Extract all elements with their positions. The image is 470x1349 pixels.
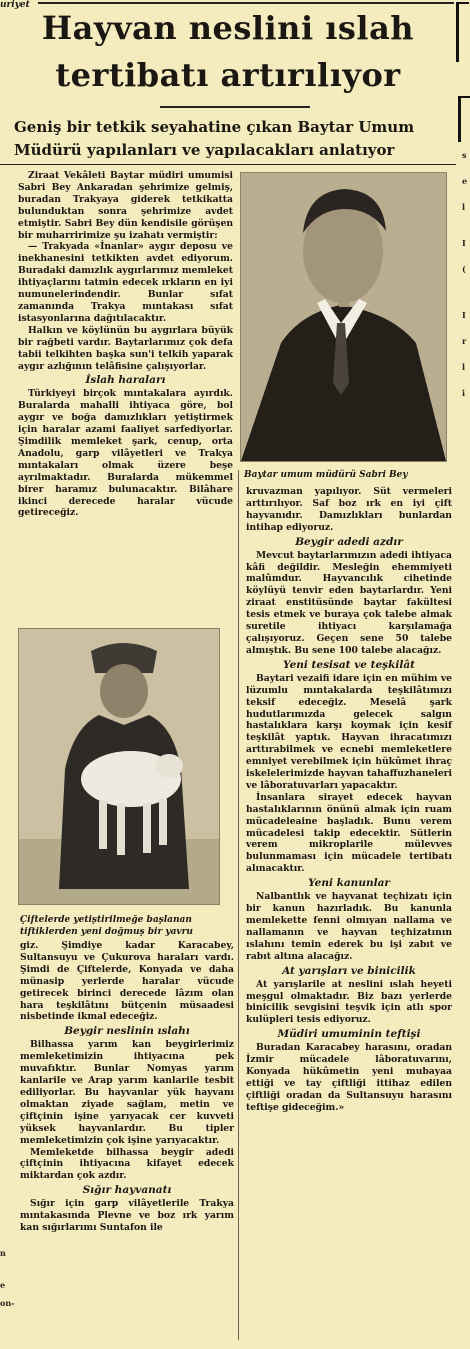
article-paragraph: Halkın ve köylünün bu aygırlara büyük bir rağbeti vardır. Baytarlarımız çok defa tabii telkihten başka sun'i telkih yaparak aygır azlığının telâfisine çalışıyorlar. (18, 324, 233, 372)
article-paragraph: Türkiyeyi birçok mıntakalara ayırdık. Buralarda mahalli ihtiyaca göre, bol aygır ve boğa damızlıkları yetiştirmek için haralar azami faaliyet sarfediyorlar. Şimdilik memleket şark, cenup, orta Anadolu, garp vilâyetleri ve Trakya mıntakaları olmak üzere beşe ayrılmaktadır. Buralarda mükemmel birer haramız bulunacaktır. Bilâhare ikinci derecede haralar vücude getireceğiz. (18, 388, 233, 519)
column-divider (238, 470, 239, 1340)
herder-with-lamb-image (19, 629, 219, 904)
headline-line-2: tertibatı artırılıyor (55, 56, 401, 94)
subheadline-line-2: Müdürü yapılanları ve yapılacakları anlatıyor (14, 141, 395, 159)
article-paragraph: Nalbantlık ve hayvanat teçhizatı için bir kanun hazırladık. Bu kanunla memlekette fenni olmıyan nallama ve nallamanın ve hayvan teçhizatının ıslahını temin ederek bu işi zabıt ve rabıt altına alacağız. (246, 891, 452, 962)
article-paragraph: At yarışlarile at neslini ıslah heyeti meşgul olmaktadır. Biz bazı yerlerde binicilik sevgisini teşvik için atlı spor kulüpleri tesis ediyoruz. (246, 978, 452, 1026)
headline-divider (160, 106, 310, 108)
left-column-top (18, 170, 233, 519)
portrait-of-sabri-bey-image (241, 173, 446, 461)
section-heading: Beygir neslinin ıslahı (64, 1025, 190, 1038)
top-rule (38, 2, 454, 4)
section-heading: Yeni kanunlar (308, 877, 390, 890)
portrait-photo-caption: Baytar umum müdürü Sabri Bey (244, 470, 408, 480)
right-edge-letter: I (462, 310, 466, 320)
lamb-photo-caption: Çiftelerde yetiştirilmeğe başlanan tiftiklerden yeni doğmuş bir yavru (20, 915, 193, 937)
right-frame-bracket (456, 2, 469, 62)
right-column (246, 486, 452, 1114)
masthead-label: uriyet (0, 0, 30, 10)
right-edge-letter: l (462, 202, 466, 212)
right-edge-letter: ( (462, 264, 466, 274)
article-paragraph: kruvazman yapılıyor. Süt vermeleri arttırılıyor. Saf boz ırk en iyi çift hayvanıdır. Damızlıkları bunlardan intihap ediyoruz. (246, 486, 452, 533)
article-paragraph: Sığır için garp vilâyetlerile Trakya mıntakasında Plevne ve boz ırk yarım kan sığırlarımı Suntafon ile (20, 1198, 234, 1234)
left-edge-letter: e (0, 1280, 6, 1290)
right-edge-letter: r (462, 336, 467, 346)
article-paragraph: İnsanlara sirayet edecek hayvan hastalıklarının önünü almak için ruam mücadeleaine başladık. Bunu verem mücadelesi takip edecektir. Sütlerin verem mikroplarile mülevves bulunmaması için mücadele tertibatı alınacaktır. (246, 791, 452, 875)
headline-line-1: Hayvan neslini ıslah (41, 9, 415, 47)
article-paragraph: Baytari vezaifi idare için en mühim ve lüzumlu mıntakalarda teşkilâtımızı teksif edeceğiz. Meselâ şark hudutlarımızda gelecek salgın hastalıklara karşı koymak için kesif teşkilât yaptık. Hayvan ihracatımızı arttırabilmek ve ecnebi memleketlere emniyet verebilmek için hükûmet ihraç iskelelerimizde hayvan tahaffuzhaneleri ve lâboratuvarları yapacaktır. (246, 672, 453, 791)
article-paragraph: Bilhassa yarım kan beygirlerimiz memleketimizin ihtiyacına pek muvafıktır. Bunlar Nomyas yarım kanlarile ve Arap yarım kanlarile tesbit ediliyorlar. Bu hayvanlar yük hayvanı olmaktan ziyade sağlam, metin ve çiftçinin işine yarıyacak cer kuvveti yüksek hayvanlardır. Bu tipler memleketimizin çok işine yarıyacaktır. (20, 1039, 234, 1146)
section-heading: Yeni tesisat ve teşkilât (283, 658, 415, 671)
article-paragraph: Ziraat Vekâleti Baytar müdiri umumisi Sabri Bey Ankaradan şehrimize gelmiş, buradan Trakyaya giderek tetkikatta bulunduktan sonra şehrimize avdet etmiştir. Sabri Bey dün kendisile görüşen bir muharririmize şu izahatı vermiştir: (18, 170, 233, 241)
right-edge-letter: l (462, 362, 466, 372)
subheadline-divider (0, 164, 456, 165)
left-edge-letter: n (0, 1248, 6, 1258)
right-edge-letter: i (462, 388, 466, 398)
article-paragraph: Buradan Karacabey harasını, oradan İzmir mücadele lâboratuvarını, Konyada hükûmetin yeni mubayaa ettiği ve tay çiftliği ittihaz edilen çiftliği oradan da Sultansuyu harasını teftişe gideceğim.» (246, 1042, 452, 1113)
section-heading: Beygir adedi azdır (295, 535, 403, 548)
article-paragraph: giz. Şimdiye kadar Karacabey, Sultansuyu ve Çukurova haraları vardı. Şimdi de Çiftelerde, Konyada ve daha münasip yerlerde haralar vücude getirecek birinci derecede lâzım olan hara teşkilâtını bütçenin müsaadesi nisbetinde ikmal edeceğiz. (20, 940, 234, 1023)
section-heading: Müdiri umuminin teftişi (277, 1028, 421, 1041)
right-edge-letter: s (462, 150, 467, 160)
subheadline-line-1: Geniş bir tetkik seyahatine çıkan Baytar Umum (14, 118, 415, 136)
article-paragraph: Memleketde bilhassa beygir adedi çiftçinin ihtiyacına kifayet edecek miktardan çok azdır. (20, 1146, 234, 1182)
right-edge-frame (458, 96, 470, 142)
portrait-photo (240, 172, 447, 462)
right-edge-letter: e (462, 176, 468, 186)
right-edge-letters (462, 150, 470, 398)
article-paragraph: Mevcut baytarlarımızın adedi ihtiyaca kâfi değildir. Mesleğin ehemmiyeti malûmdur. Hayvancılık cihetinde köylüyü tenvir eden baytarlardır. Yeni ziraat enstitüsünde baytar fakültesi tesis etmek ve buraya çok talebe almak suretile ihtiyacı karşılamağa çalışıyoruz. Geçen sene 50 talebe almıştık. Bu sene 100 talebe alacağız. (246, 549, 452, 656)
left-column-bottom (20, 940, 234, 1234)
section-heading: İslah haraları (85, 374, 166, 387)
right-edge-letter: I (462, 238, 466, 248)
article-paragraph: — Trakyada «İnanlar» aygır deposu ve inekhanesini tetkikten avdet ediyorum. Buradaki damızlık aygırlarımız memleket ihtiyaçlarını tatmin edecek ırkların en iyi numunelerindendir. Bunlar sıfat zamanında Trakya mıntakası sıfat istasyonlarına dağıtılacaktır. (18, 241, 233, 324)
left-edge-letter: on- (0, 1298, 15, 1308)
lamb-photo (18, 628, 220, 905)
left-edge-letters (0, 1248, 16, 1308)
section-heading: Sığır hayvanatı (82, 1184, 172, 1197)
section-heading: At yarışları ve binicilik (282, 964, 416, 977)
